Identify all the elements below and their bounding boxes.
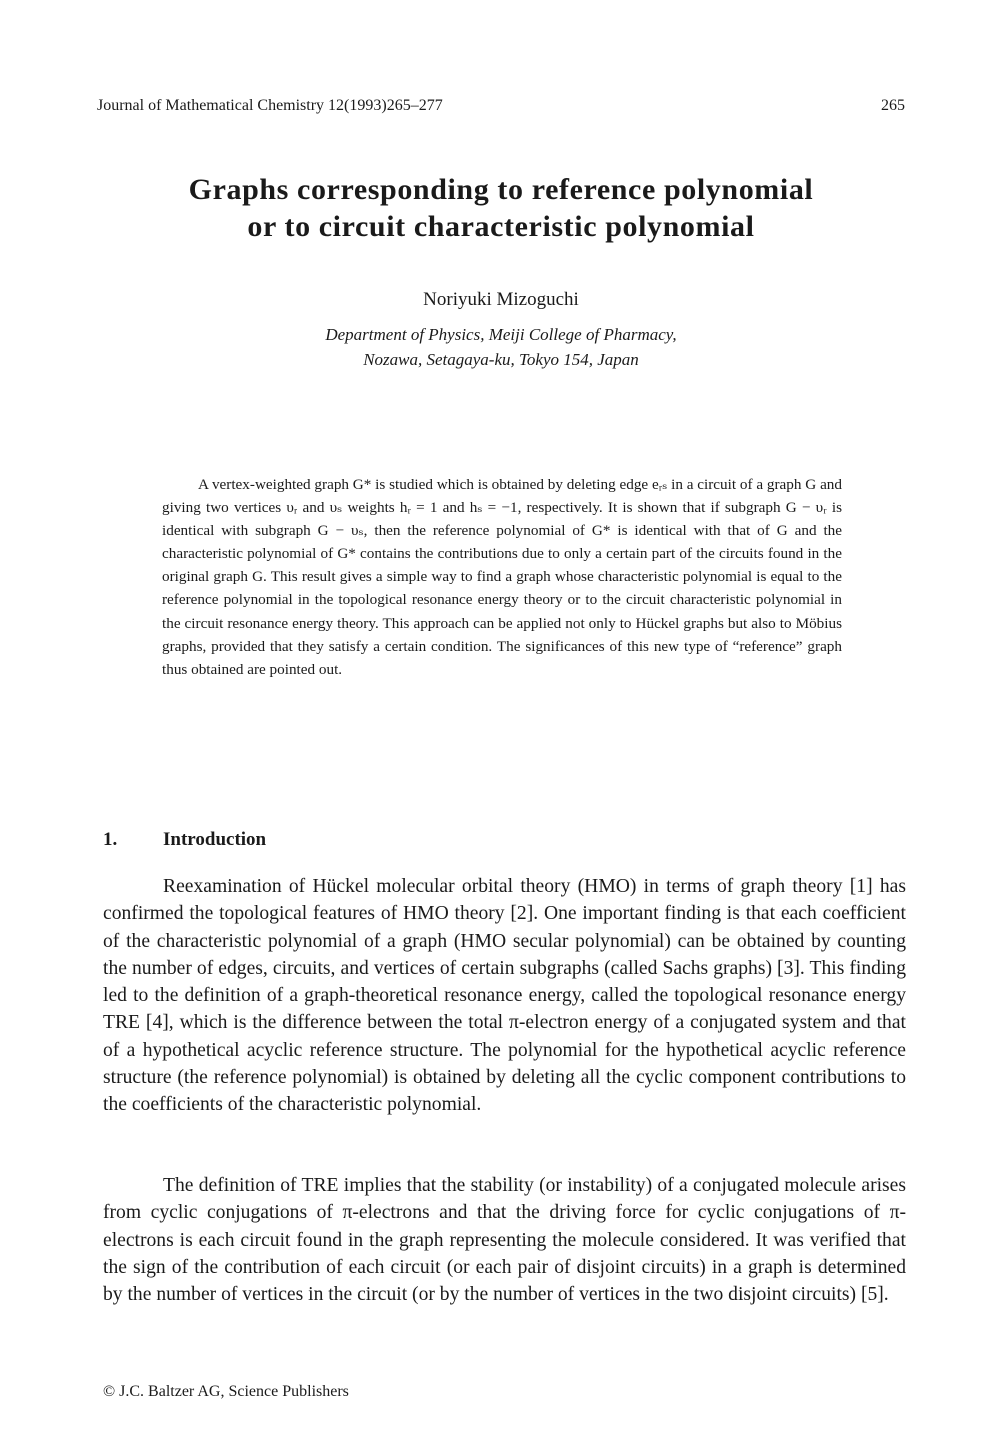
- publisher-footer: © J.C. Baltzer AG, Science Publishers: [103, 1383, 349, 1400]
- section-title: Introduction: [163, 829, 267, 850]
- author-name: Noriyuki Mizoguchi: [423, 289, 579, 310]
- title-line-2: or to circuit characteristic polynomial: [247, 210, 755, 243]
- title-line-1: Graphs corresponding to reference polynomial: [188, 173, 814, 206]
- running-head: [97, 96, 905, 116]
- page-number: 265: [881, 97, 905, 114]
- abstract: A vertex-weighted graph G* is studied which is obtained by deleting edge eᵣₛ in a circuit of a graph G and giving two vertices υᵣ and υₛ weights hᵣ = 1 and hₛ = −1, respectively. It is shown that if subgraph G − υᵣ is identical with subgraph G − υₛ, then the reference polynomial of G* is identical with that of G and the characteristic polynomial of G* contains the contributions due to only a certain part of the circuits found in the original graph G. This result gives a simple way to find a graph whose characteristic polynomial is equal to the reference polynomial in the topological resonance energy theory or to the circuit characteristic polynomial in the circuit resonance energy theory. This approach can be applied not only to Hückel graphs but also to Möbius graphs, provided that they satisfy a certain condition. The significances of this new type of “reference” graph thus obtained are pointed out.: [162, 476, 842, 678]
- affiliation-line-1: Department of Physics, Meiji College of Pharmacy,: [325, 325, 677, 344]
- body-paragraph: Reexamination of Hückel molecular orbital theory (HMO) in terms of graph theory [1] has confirmed the topological features of HMO theory [2]. One important finding is that each coefficient of the characteristic polynomial of a graph (HMO secular polynomial) can be obtained by counting the number of edges, circuits, and vertices of certain subgraphs (called Sachs graphs) [3]. This finding led to the definition of a graph-theoretical resonance energy, called the topological resonance energy TRE [4], which is the difference between the total π-electron energy of a conjugated system and that of a hypothetical acyclic reference structure. The polynomial for the hypothetical acyclic reference structure (the reference polynomial) is obtained by deleting all the cyclic component contributions to the coefficients of the characteristic polynomial.: [103, 876, 906, 1116]
- section-number: 1.: [103, 829, 118, 850]
- author-affiliation: [97, 322, 905, 372]
- paper-title: [97, 171, 905, 245]
- affiliation-line-2: Nozawa, Setagaya-ku, Tokyo 154, Japan: [363, 350, 639, 369]
- journal-citation: Journal of Mathematical Chemistry 12(1993)265–277: [97, 97, 443, 114]
- section-heading: [103, 828, 603, 852]
- body-paragraph: The definition of TRE implies that the stability (or instability) of a conjugated molecule arises from cyclic conjugations of π-electrons and that the driving force for cyclic conjugations of π-electrons is each circuit found in the graph representing the molecule considered. It was verified that the sign of the contribution of each circuit (or each pair of disjoint circuits) in a graph is determined by the number of vertices in the circuit (or by the number of vertices in the two disjoint circuits) [5].: [103, 1175, 906, 1306]
